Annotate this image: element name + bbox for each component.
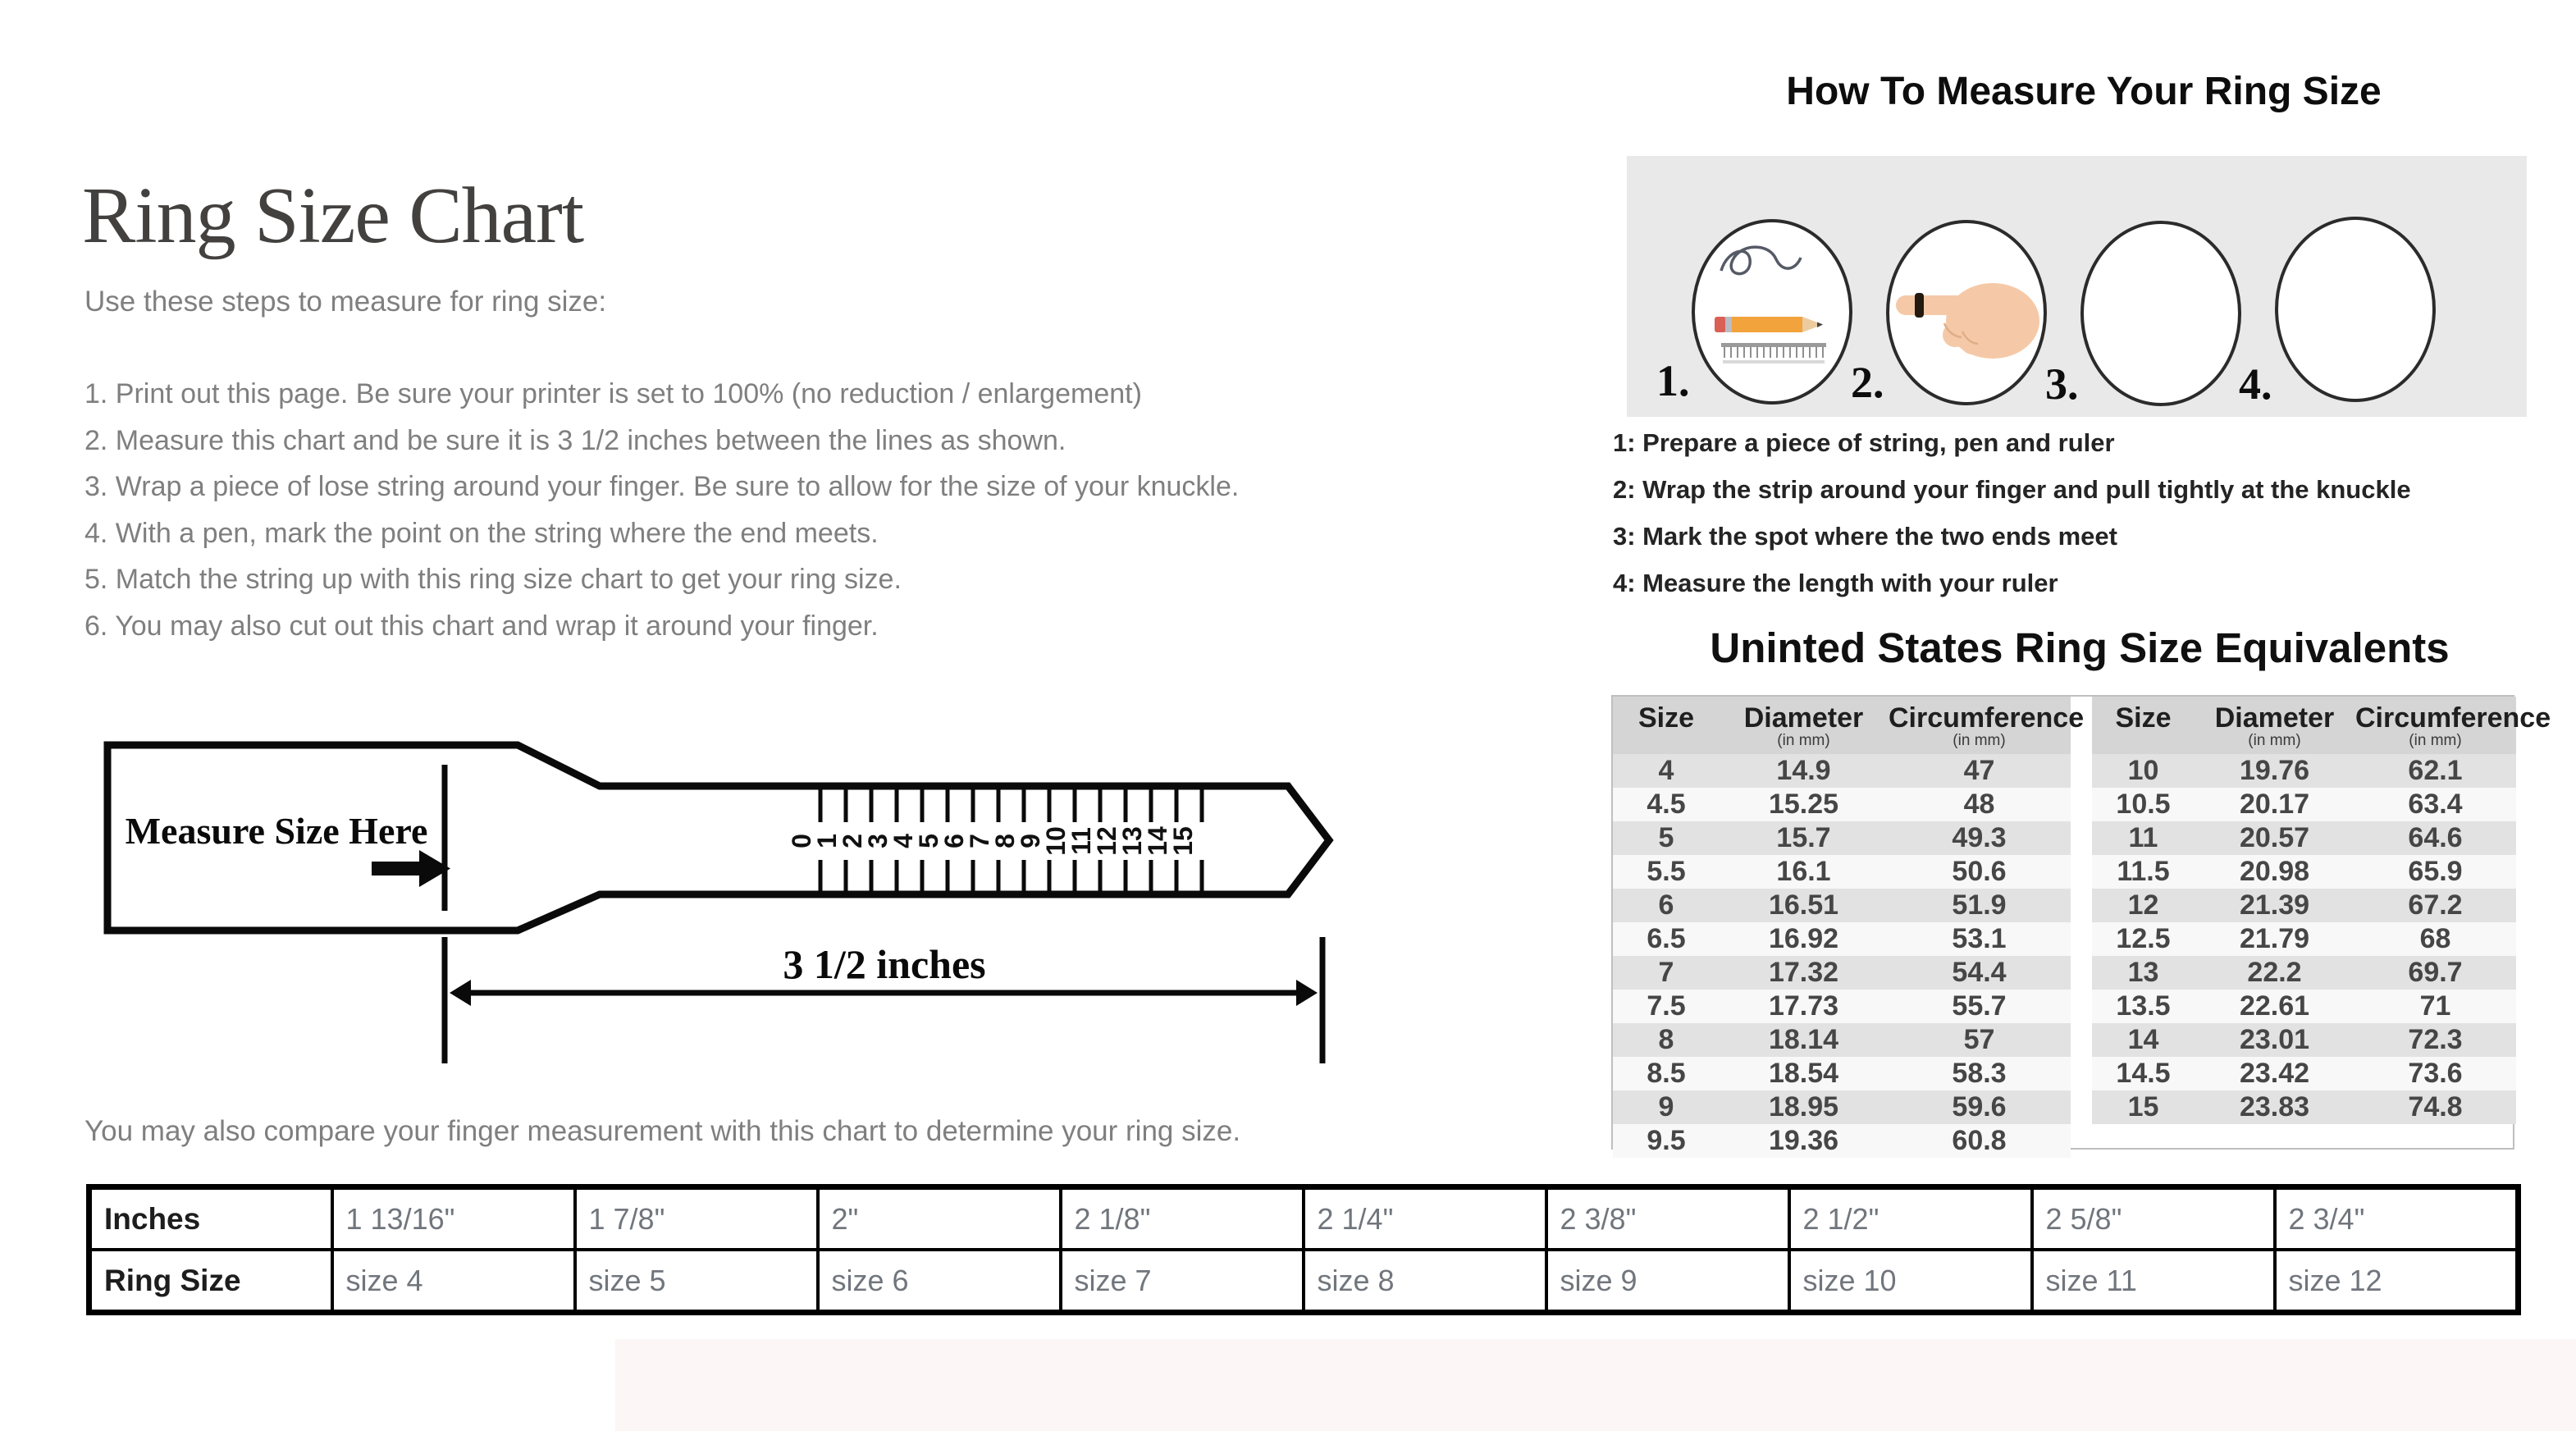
- howto-steps-list: [1613, 428, 2411, 615]
- ring-size-cell: size 12: [2275, 1250, 2519, 1313]
- header-row: [2092, 697, 2516, 754]
- svg-text:2: 2: [838, 834, 867, 848]
- finger-measurement-table: [86, 1184, 2521, 1315]
- size-header: Size: [1637, 702, 1695, 734]
- howto-step: 4: Measure the length with your ruler: [1613, 569, 2058, 597]
- howto-step: 3: Mark the spot where the two ends meet: [1613, 522, 2117, 551]
- table-row: 5 15.7 49.3: [1613, 821, 2071, 855]
- table-row: 10.5 20.17 63.4: [2092, 788, 2516, 821]
- ruler-closeup-icon: [2277, 218, 2434, 400]
- table-row: 10 19.76 62.1: [2092, 754, 2516, 788]
- svg-text:9: 9: [1016, 834, 1045, 848]
- inches-cell: 2 3/4": [2275, 1187, 2519, 1250]
- panel-step-number: 2.: [1851, 358, 1884, 407]
- ring-size-row: [89, 1250, 2519, 1313]
- svg-text:13: 13: [1117, 826, 1147, 856]
- table-row: 4 14.9 47: [1613, 754, 2071, 788]
- ring-size-cell: size 8: [1304, 1250, 1546, 1313]
- us-table-title: Uninted States Ring Size Equivalents: [1710, 624, 2450, 671]
- ring-size-cell: size 9: [1546, 1250, 1789, 1313]
- table-row: 12.5 21.79 68: [2092, 922, 2516, 956]
- inches-cell: 2": [818, 1187, 1061, 1250]
- table-row: 5.5 16.1 50.6: [1613, 855, 2071, 889]
- step-item: 2. Measure this chart and be sure it is 3 1/2 inches between the lines as shown.: [84, 424, 1066, 456]
- table-row: 6 16.51 51.9: [1613, 889, 2071, 922]
- ring-size-cell: size 5: [575, 1250, 818, 1313]
- svg-text:8: 8: [990, 834, 1020, 848]
- us-table-right: [2092, 697, 2551, 1124]
- svg-text:15: 15: [1168, 826, 1198, 856]
- unit-note: (in mm): [2248, 732, 2301, 749]
- table-row: 14 23.01 72.3: [2092, 1023, 2516, 1057]
- diameter-header: Diameter: [1743, 702, 1864, 734]
- howto-step: 2: Wrap the strip around your finger and pull tightly at the knuckle: [1613, 475, 2411, 504]
- measure-size-here-label: Measure Size Here: [125, 810, 428, 852]
- howto-illustration-panel: [1627, 156, 2527, 417]
- size-header: Size: [2115, 702, 2172, 734]
- inches-cell: 2 5/8": [2032, 1187, 2275, 1250]
- string-pencil-ruler-icon: [1693, 221, 1851, 403]
- compare-note: You may also compare your finger measurement with this chart to determine your ring size.: [84, 1115, 1241, 1147]
- row-label: Inches: [89, 1187, 332, 1250]
- width-label: 3 1/2 inches: [783, 941, 986, 987]
- table-row: 4.5 15.25 48: [1613, 788, 2071, 821]
- table-row: 13.5 22.61 71: [2092, 990, 2516, 1023]
- svg-text:12: 12: [1092, 826, 1121, 856]
- us-ring-size-tables: [1611, 695, 2551, 1156]
- inches-cell: 2 1/8": [1061, 1187, 1304, 1250]
- table-row: 7 17.32 54.4: [1613, 956, 2071, 990]
- intro-text: Use these steps to measure for ring size:: [84, 286, 607, 318]
- ring-size-cell: size 11: [2032, 1250, 2275, 1313]
- svg-text:6: 6: [939, 834, 969, 848]
- howto-title: How To Measure Your Ring Size: [1786, 70, 2382, 113]
- svg-text:14: 14: [1143, 826, 1172, 856]
- table-row: 11 20.57 64.6: [2092, 821, 2516, 855]
- svg-text:7: 7: [965, 834, 994, 848]
- svg-text:0: 0: [787, 834, 816, 848]
- measure-steps-list: [84, 371, 1239, 649]
- inches-cell: 1 7/8": [575, 1187, 818, 1250]
- us-table-left: [1613, 697, 2085, 1158]
- svg-text:11: 11: [1066, 827, 1096, 855]
- circumference-header: Circumference: [2355, 702, 2551, 734]
- svg-text:4: 4: [888, 834, 918, 848]
- step-item: 1. Print out this page. Be sure your printer is set to 100% (no reduction / enlargement): [84, 378, 1142, 409]
- circumference-header: Circumference: [1889, 702, 2085, 734]
- table-row: 9 18.95 59.6: [1613, 1090, 2071, 1124]
- ring-size-cell: size 6: [818, 1250, 1061, 1313]
- svg-text:5: 5: [914, 834, 943, 848]
- svg-text:1: 1: [812, 834, 842, 848]
- finger-with-string-icon: [1888, 222, 2045, 404]
- inches-row: [89, 1187, 2519, 1250]
- table-row: 6.5 16.92 53.1: [1613, 922, 2071, 956]
- table-row: 13 22.2 69.7: [2092, 956, 2516, 990]
- step-item: 5. Match the string up with this ring size chart to get your ring size.: [84, 564, 902, 595]
- header-row: [1613, 697, 2071, 754]
- howto-step: 1: Prepare a piece of string, pen and ruler: [1613, 428, 2115, 457]
- row-label: Ring Size: [89, 1250, 332, 1313]
- table-row: 8.5 18.54 58.3: [1613, 1057, 2071, 1090]
- ring-sizer-diagram: [82, 722, 1362, 1108]
- inches-cell: 2 1/4": [1304, 1187, 1546, 1250]
- table-row: 15 23.83 74.8: [2092, 1090, 2516, 1124]
- footer-band: [615, 1339, 2576, 1431]
- diameter-header: Diameter: [2214, 702, 2335, 734]
- table-row: 9.5 19.36 60.8: [1613, 1124, 2071, 1158]
- ring-size-cell: size 4: [332, 1250, 575, 1313]
- table-row: 14.5 23.42 73.6: [2092, 1057, 2516, 1090]
- ring-size-cell: size 10: [1789, 1250, 2032, 1313]
- inches-cell: 2 3/8": [1546, 1187, 1789, 1250]
- page-title: Ring Size Chart: [82, 171, 584, 260]
- unit-note: (in mm): [2409, 732, 2462, 749]
- inches-cell: 2 1/2": [1789, 1187, 2032, 1250]
- table-row: 12 21.39 67.2: [2092, 889, 2516, 922]
- panel-step-number: 3.: [2045, 359, 2079, 409]
- ring-size-cell: size 7: [1061, 1250, 1304, 1313]
- svg-text:10: 10: [1041, 826, 1071, 856]
- step-item: 6. You may also cut out this chart and wrap it around your finger.: [84, 610, 879, 642]
- panel-step-number: 4.: [2239, 359, 2272, 409]
- inches-cell: 1 13/16": [332, 1187, 575, 1250]
- table-row: 11.5 20.98 65.9: [2092, 855, 2516, 889]
- step-item: 4. With a pen, mark the point on the string where the end meets.: [84, 517, 879, 549]
- unit-note: (in mm): [1953, 732, 2006, 749]
- step-item: 3. Wrap a piece of lose string around your finger. Be sure to allow for the size of your knuckle.: [84, 471, 1240, 502]
- table-row: 8 18.14 57: [1613, 1023, 2071, 1057]
- svg-text:3: 3: [863, 834, 893, 848]
- unit-note: (in mm): [1777, 732, 1830, 749]
- table-row: 7.5 17.73 55.7: [1613, 990, 2071, 1023]
- panel-step-number: 1.: [1656, 356, 1690, 405]
